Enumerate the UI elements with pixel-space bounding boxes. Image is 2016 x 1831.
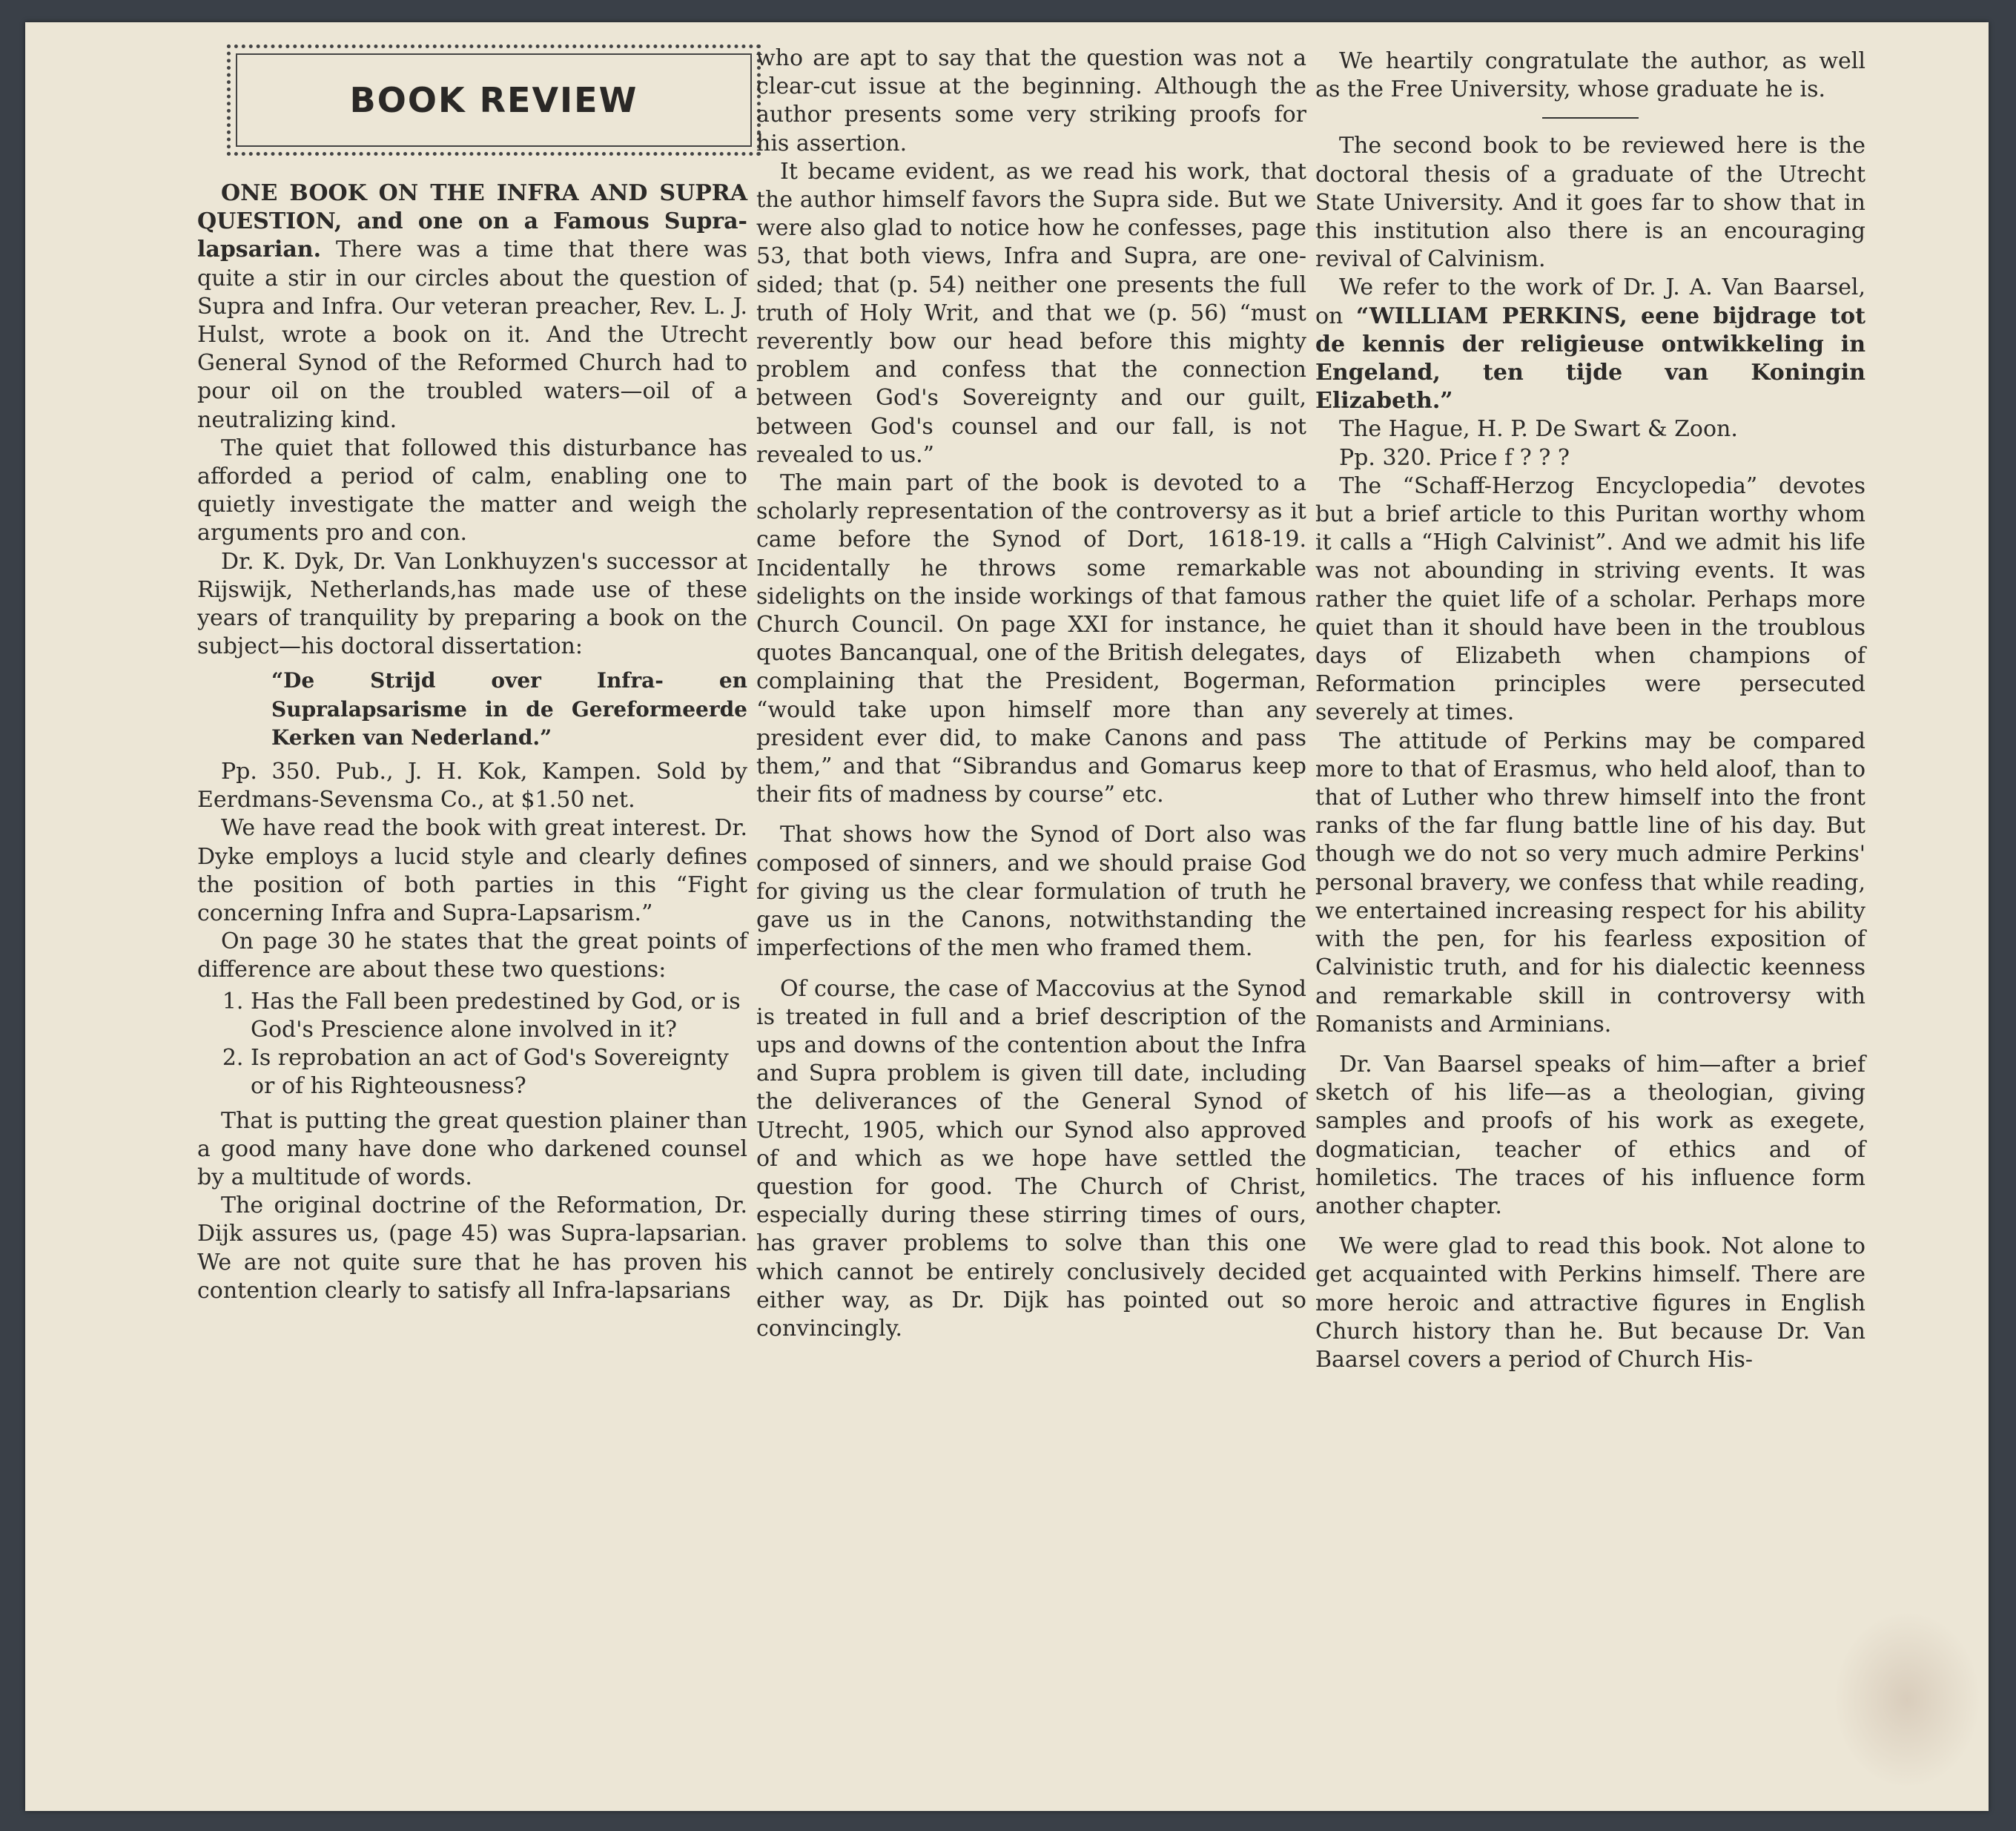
section-divider <box>1542 117 1639 119</box>
newspaper-clipping <box>25 22 1989 1811</box>
paragraph: That shows how the Synod of Dort also was composed of sinners, and we should praise God for giving us the clear formulation of truth he gave us in the Canons, notwithstanding the imperfections of the men who framed them. <box>756 822 1306 962</box>
paragraph: Dr. K. Dyk, Dr. Van Lonkhuyzen's successor at Rijswijk, Netherlands,has made use of these years of tranquility by preparing a book on the subject—his doctoral dissertation: <box>197 548 747 660</box>
list-item: 2. Is reprobation an act of God's Sovereignty or of his Righteousness? <box>251 1044 747 1101</box>
question-list <box>197 988 747 1101</box>
paragraph: On page 30 he states that the great points of difference are about these two questions: <box>197 928 747 983</box>
book-title: “WILLIAM PERKINS, eene bijdrage tot de kennis der religieuse ontwikkeling in Engeland, ten tijde van Koningin Elizabeth.” <box>1315 303 1865 415</box>
column-2 <box>756 44 1306 1343</box>
price-info: Pp. 320. Price f ? ? ? <box>1339 444 1570 471</box>
list-item: 1. Has the Fall been predestined by God, or is God's Prescience alone involved in it? <box>251 988 747 1044</box>
paragraph: The “Schaff-Herzog Encyclopedia” devotes but a brief article to this Puritan worthy whom it calls a “High Calvinist”. And we admit his life was not abounding in striving events. It was rather the quiet life of a scholar. Perhaps more quiet than it should have been in the troublous days of Elizabeth when champions of Reformation principles were persecuted severely at times. <box>1315 472 1865 726</box>
paragraph: The second book to be reviewed here is the doctoral thesis of a graduate of the Utrecht State University. And it goes far to show that in this institution also there is an encouraging revival of Calvinism. <box>1315 133 1865 273</box>
paragraph: Dr. Van Baarsel speaks of him—after a brief sketch of his life—as a theologian, giving samples and proofs of his work as exegete, dogmatician, teacher of ethics and of homiletics. The traces of his influence form another chapter. <box>1315 1051 1865 1219</box>
paragraph: That is putting the great question plainer than a good many have done who darkened counsel by a multitude of words. <box>197 1107 747 1190</box>
page-title: BOOK REVIEW <box>349 80 638 120</box>
column-1 <box>197 40 747 1305</box>
paragraph: The quiet that followed this disturbance has afforded a period of calm, enabling one to quietly investigate the matter and weigh the arguments pro and con. <box>197 435 747 547</box>
publication-info: The Hague, H. P. De Swart & Zoon. <box>1339 416 1738 443</box>
column-3 <box>1315 47 1865 1374</box>
paragraph: Of course, the case of Maccovius at the Synod is treated in full and a brief description of the ups and downs of the contention about the Infra and Supra problem is given till date, including the deliverances of the General Synod of Utrecht, 1905, which our Synod also approved of and which as we hope have settled the question for good. The Church of Christ, especially during these stirring times of ours, has graver problems to solve than this one which cannot be entirely conclusively decided either way, as Dr. Dijk has pointed out so convincingly. <box>756 975 1306 1342</box>
paragraph: We have read the book with great interest. Dr. Dyke employs a lucid style and clearly defines the position of both parties in this “Fight concerning Infra and Supra-Lapsarism.” <box>197 815 747 927</box>
paragraph: It became evident, as we read his work, that the author himself favors the Supra side. But we were also glad to notice how he confesses, page 53, that both views, Infra and Supra, are one-sided; that (p. 54) neither one presents the full truth of Holy Writ, and that we (p. 56) “must reverently bow our head before this mighty problem and confess that the connection between God's Sovereignty and our guilt, between God's counsel and our fall, is not revealed to us.” <box>756 158 1306 468</box>
paragraph-text: There was a time that there was quite a stir in our circles about the question of Supra and Infra. Our veteran preacher, Rev. L. J. Hulst, wrote a book on it. And the Utrecht General Synod of the Reformed Church had to pour oil on the troubled waters—oil of a neutralizing kind. <box>197 237 747 433</box>
paragraph: The main part of the book is devoted to a scholarly representation of the controversy as it came before the Synod of Dort, 1618-19. Incidentally he throws some remarkable sidelights on the inside workings of that famous Church Council. On page XXI for instance, he quotes Bancanqual, one of the British delegates, complaining that the President, Bogerman, “would take upon himself more than any president ever did, to make Canons and pass them,” and that “Sibrandus and Gomarus keep their fits of madness by course” etc. <box>756 470 1306 808</box>
quote-text: “De Strijd over Infra- en Supralapsarisme in de Gereformeerde Kerken van Nederland.” <box>271 668 747 750</box>
publication-info: Pp. 350. Pub., J. H. Kok, Kampen. Sold by Eerdmans-Sevensma Co., at $1.50 net. <box>197 759 747 814</box>
lead-heading: ONE BOOK ON THE INFRA AND SUPRA QUESTION, and one on a Famous Supra-lapsarian. <box>197 180 747 263</box>
paragraph: who are apt to say that the question was not a clear-cut issue at the beginning. Although the author presents some very striking proofs for his assertion. <box>756 45 1306 156</box>
paragraph <box>1315 274 1865 415</box>
paper-stain <box>1833 1611 1981 1789</box>
title-box <box>227 44 761 156</box>
book-title-quote <box>271 667 747 752</box>
paragraph <box>197 179 747 435</box>
paragraph: The attitude of Perkins may be compared more to that of Erasmus, who held aloof, than to that of Luther who threw himself into the front ranks of the far flung battle line of his day. But though we do not so very much admire Perkins' personal bravery, we confess that while reading, we entertained increasing respect for his ability with the pen, for his fearless exposition of Calvinistic truth, and for his dialectic keenness and remarkable skill in controversy with Romanists and Arminians. <box>1315 728 1865 1037</box>
paragraph: We were glad to read this book. Not alone to get acquainted with Perkins himself. There are more heroic and attractive figures in English Church history than he. But because Dr. Van Baarsel covers a period of Church His- <box>1315 1233 1865 1373</box>
paragraph: The original doctrine of the Reformation, Dr. Dijk assures us, (page 45) was Supra-lapsarian. We are not quite sure that he has proven his contention clearly to satisfy all Infra-lapsarians <box>197 1192 747 1304</box>
paragraph-text: We refer to the work of Dr. J. A. Van Baarsel, on <box>1315 274 1865 329</box>
paragraph: We heartily congratulate the author, as well as the Free University, whose graduate he is. <box>1315 48 1865 103</box>
